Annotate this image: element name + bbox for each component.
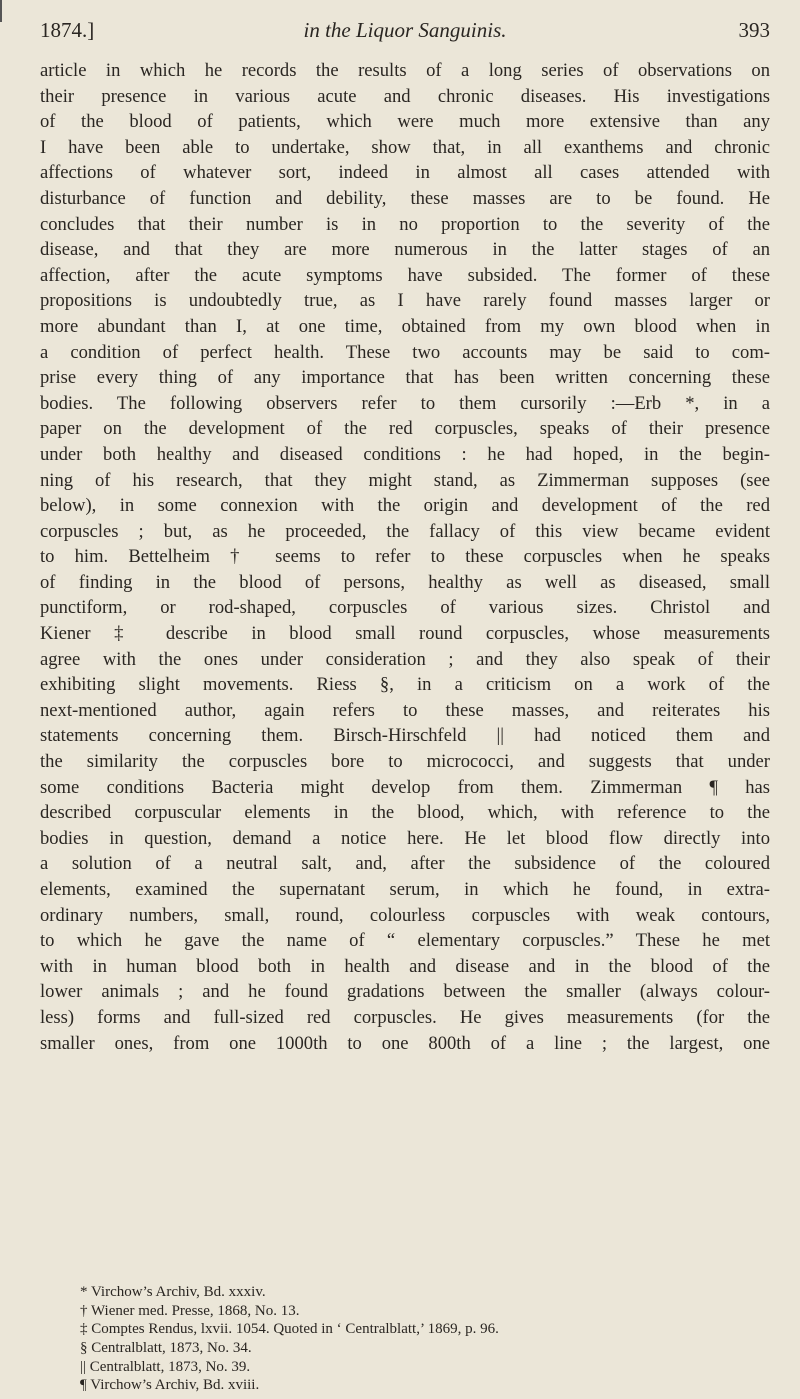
text-line: corpuscles ; but, as he proceeded, the fallacy of this view became evident <box>40 520 770 542</box>
text-line: their presence in various acute and chronic diseases. His investigations <box>40 85 770 107</box>
text-line: of the blood of patients, which were much more extensive than any <box>40 111 770 133</box>
text-line: lower animals ; and he found gradations between the smaller (always colour- <box>40 981 770 1003</box>
text-line: I have been able to undertake, show that, in all exanthems and chronic <box>40 136 770 158</box>
text-line: agree with the ones under consideration ; and they also speak of their <box>40 648 770 670</box>
footnote: * Virchow’s Archiv, Bd. xxxiv. <box>80 1284 266 1300</box>
text-line: some conditions Bacteria might develop from them. Zimmerman ¶ has <box>40 776 770 798</box>
text-line: bodies. The following observers refer to them cursorily :—Erb *, in a <box>40 392 770 414</box>
text-line: bodies in question, demand a notice here. He let blood flow directly into <box>40 827 770 849</box>
text-line: with in human blood both in health and disease and in the blood of the <box>40 955 770 977</box>
text-line: the similarity the corpuscles bore to micrococci, and suggests that under <box>40 751 770 773</box>
text-line: next-mentioned author, again refers to these masses, and reiterates his <box>40 699 770 721</box>
text-line: prise every thing of any importance that has been written concerning these <box>40 367 770 389</box>
footnote: ¶ Virchow’s Archiv, Bd. xviii. <box>80 1377 260 1394</box>
text-line: affection, after the acute symptoms have subsided. The former of these <box>40 264 770 286</box>
text-line: ning of his research, that they might stand, as Zimmerman supposes (see <box>40 469 770 491</box>
text-line: article in which he records the results of a long series of observations on <box>40 60 770 81</box>
header-running-title: in the Liquor Sanguinis. <box>303 18 507 42</box>
text-line: Kiener ‡ describe in blood small round corpuscles, whose measurements <box>40 623 770 645</box>
text-line: propositions is undoubtedly true, as I have rarely found masses larger or <box>40 290 770 312</box>
text-line: concludes that their number is in no proportion to the severity of the <box>40 213 770 235</box>
text-line: affections of whatever sort, indeed in almost all cases attended with <box>40 162 770 184</box>
text-line: punctiform, or rod-shaped, corpuscles of various sizes. Christol and <box>40 597 770 619</box>
header-year: 1874.] <box>40 18 95 42</box>
text-line: elements, examined the supernatant serum, in which he found, in extra- <box>40 879 770 900</box>
text-line: disease, and that they are more numerous in the latter stages of an <box>40 239 770 261</box>
text-line: smaller ones, from one 1000th to one 800th of a line ; the largest, one <box>40 1032 770 1054</box>
text-line: of finding in the blood of persons, healthy as well as diseased, small <box>40 571 770 593</box>
text-line: to which he gave the name of “ elementary corpuscles.” These he met <box>40 930 770 952</box>
text-line: described corpuscular elements in the blood, which, with reference to the <box>40 802 770 824</box>
text-line: a condition of perfect health. These two accounts may be said to com- <box>40 341 770 363</box>
page-edge-mark <box>0 0 2 22</box>
footnote: || Centralblatt, 1873, No. 39. <box>80 1358 251 1375</box>
footnote: † Wiener med. Presse, 1868, No. 13. <box>80 1302 300 1319</box>
text-line: disturbance of function and debility, these masses are to be found. He <box>40 187 770 209</box>
text-line: below), in some connexion with the origin and development of the red <box>40 495 770 517</box>
text-line: ordinary numbers, small, round, colourless corpuscles with weak contours, <box>40 904 770 926</box>
footnote: ‡ Comptes Rendus, lxvii. 1054. Quoted in ‘ Centralblatt,’ 1869, p. 96. <box>80 1321 499 1338</box>
text-line: under both healthy and diseased conditions : he had hoped, in the begin- <box>40 443 770 465</box>
running-header <box>40 18 770 50</box>
footnote: § Centralblatt, 1873, No. 34. <box>80 1340 252 1357</box>
text-line: more abundant than I, at one time, obtained from my own blood when in <box>40 315 770 337</box>
text-line: exhibiting slight movements. Riess §, in a criticism on a work of the <box>40 674 770 696</box>
text-line: paper on the development of the red corpuscles, speaks of their presence <box>40 418 770 440</box>
text-line: a solution of a neutral salt, and, after the subsidence of the coloured <box>40 853 770 875</box>
text-line: less) forms and full-sized red corpuscles. He gives measurements (for the <box>40 1006 770 1028</box>
text-line: to him. Bettelheim † seems to refer to these corpuscles when he speaks <box>40 546 770 568</box>
footnotes <box>80 1283 770 1395</box>
text-line: statements concerning them. Birsch-Hirschfeld || had noticed them and <box>40 725 770 747</box>
page-number: 393 <box>738 18 770 42</box>
body-text <box>40 58 770 1056</box>
